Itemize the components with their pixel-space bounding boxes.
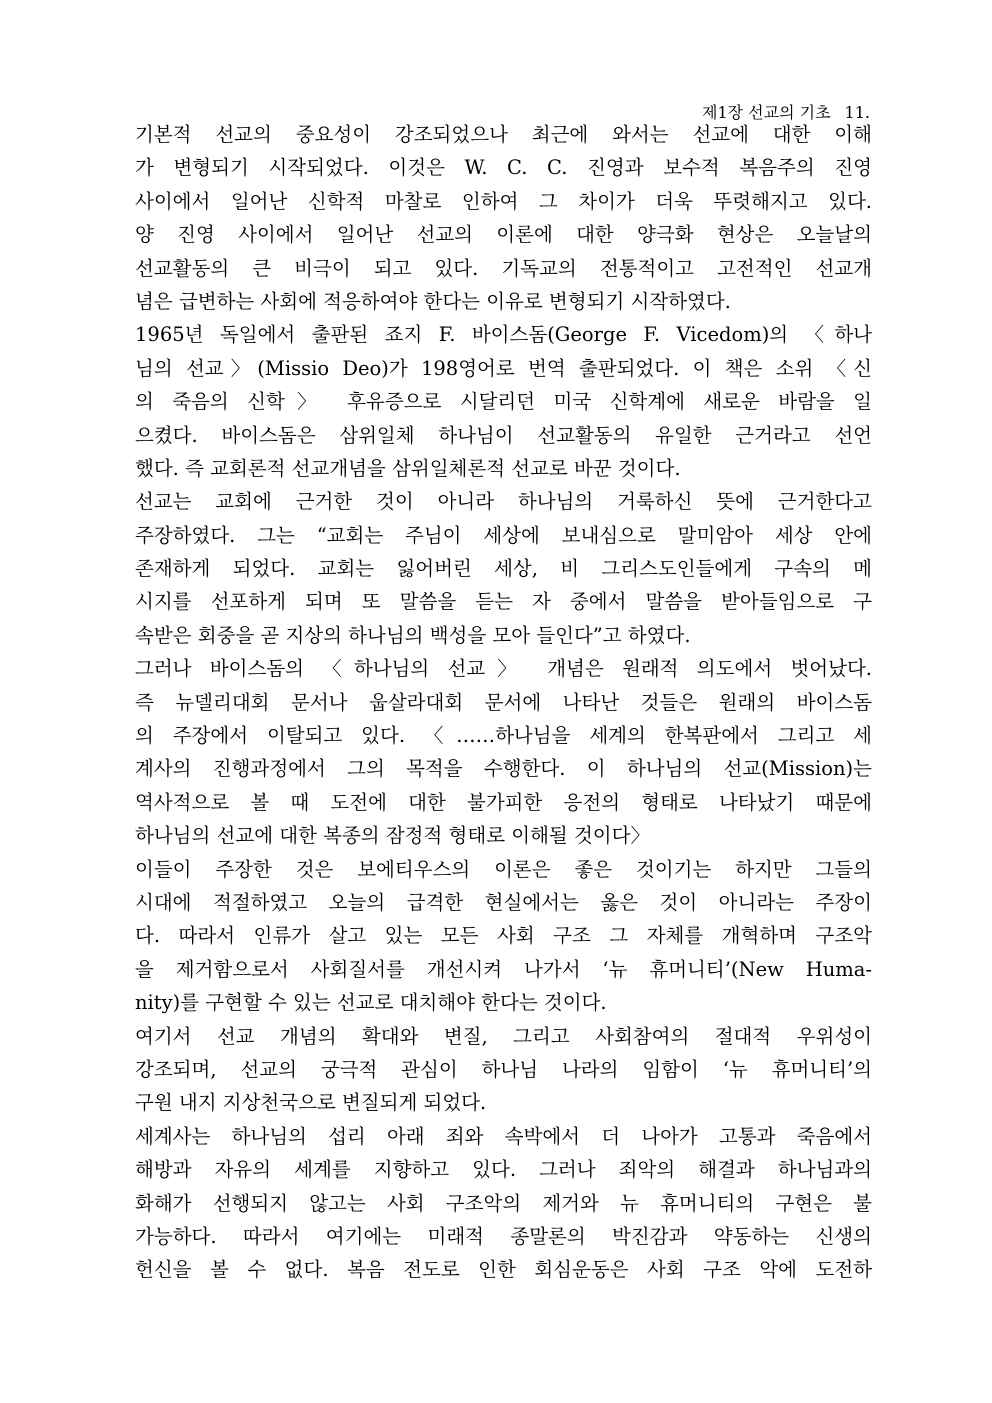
text-line: 시대에 적절하였고 오늘의 급격한 현실에서는 옳은 것이 아니라는 주장이	[135, 890, 872, 914]
text-line: 념은 급변하는 사회에 적응하여야 한다는 이유로 변형되기 시작하였다.	[135, 289, 731, 313]
text-line: 하나님의 선교에 대한 복종의 잠정적 형태로 이해될 것이다〉	[135, 824, 650, 848]
text-line: 가능하다. 따라서 여기에는 미래적 종말론의 박진감과 약동하는 신생의	[135, 1224, 872, 1248]
text-line: nity)를 구현할 수 있는 선교로 대치해야 한다는 것이다.	[135, 991, 607, 1015]
text-line: 존재하게 되었다. 교회는 잃어버린 세상, 비 그리스도인들에게 구속의 메	[135, 557, 872, 581]
text-line: 주장하였다. 그는 “교회는 주님이 세상에 보내심으로 말미암아 세상 안에	[135, 523, 872, 547]
text-line: 계사의 진행과정에서 그의 목적을 수행한다. 이 하나님의 선교(Mission)는	[135, 757, 872, 781]
text-line: 강조되며, 선교의 궁극적 관심이 하나님 나라의 임함이 ‘뉴 휴머니티’의	[135, 1057, 872, 1081]
text-line: 의 죽음의 신학〉 후유증으로 시달리던 미국 신학계에 새로운 바람을 일	[135, 390, 872, 414]
chapter-title: 제1장 선교의 기초	[702, 103, 831, 122]
text-line: 그러나 바이스돔의 〈하나님의 선교〉 개념은 원래적 의도에서 벗어났다.	[135, 657, 872, 681]
text-line: 다. 따라서 인류가 살고 있는 모든 사회 구조 그 자체를 개혁하며 구조악	[135, 924, 872, 948]
text-line: 역사적으로 볼 때 도전에 대한 불가피한 응전의 형태로 나타났기 때문에	[135, 790, 872, 814]
text-line: 의 주장에서 이탈되고 있다. 〈……하나님을 세계의 한복판에서 그리고 세	[135, 724, 872, 748]
text-line: 했다. 즉 교회론적 선교개념을 삼위일체론적 선교로 바꾼 것이다.	[135, 456, 681, 480]
text-line: 을 제거함으로서 사회질서를 개선시켜 나가서 ‘뉴 휴머니티’(New Huma-	[135, 957, 872, 981]
text-line: 기본적 선교의 중요성이 강조되었으나 최근에 와서는 선교에 대한 이해	[135, 123, 872, 146]
text-line: 님의 선교〉(Missio Deo)가 198영어로 번역 출판되었다. 이 책은 소위 〈신	[135, 356, 872, 380]
text-line: 선교는 교회에 근거한 것이 아니라 하나님의 거룩하신 뜻에 근거한다고	[135, 490, 872, 514]
text-line: 이들이 주장한 것은 보에티우스의 이론은 좋은 것이기는 하지만 그들의	[135, 857, 872, 881]
text-line: 가 변형되기 시작되었다. 이것은 W. C. C. 진영과 보수적 복음주의 진영	[135, 156, 872, 180]
text-line: 세계사는 하나님의 섭리 아래 죄와 속박에서 더 나아가 고통과 죽음에서	[135, 1124, 872, 1148]
text-line: 사이에서 일어난 신학적 마찰로 인하여 그 차이가 더욱 뚜렷해지고 있다.	[135, 189, 872, 213]
text-line: 구원 내지 지상천국으로 변질되게 되었다.	[135, 1091, 487, 1115]
text-line: 즉 뉴델리대회 문서나 웁살라대회 문서에 나타난 것들은 원래의 바이스돔	[135, 690, 872, 714]
text-line: 화해가 선행되지 않고는 사회 구조악의 제거와 뉴 휴머니티의 구현은 불	[135, 1191, 872, 1215]
text-line: 헌신을 볼 수 없다. 복음 전도로 인한 회심운동은 사회 구조 악에 도전하	[135, 1258, 872, 1282]
text-line: 양 진영 사이에서 일어난 선교의 이론에 대한 양극화 현상은 오늘날의	[135, 223, 872, 247]
text-line: 선교활동의 큰 비극이 되고 있다. 기독교의 전통적이고 고전적인 선교개	[135, 256, 872, 280]
text-line: 해방과 자유의 세계를 지향하고 있다. 그러나 죄악의 해결과 하나님과의	[135, 1158, 872, 1182]
text-line: 시지를 선포하게 되며 또 말씀을 듣는 자 중에서 말씀을 받아들임으로 구	[135, 590, 872, 614]
text-line: 으켰다. 바이스돔은 삼위일체 하나님이 선교활동의 유일한 근거라고 선언	[135, 423, 872, 447]
text-line: 속받은 회중을 곧 지상의 하나님의 백성을 모아 들인다”고 하였다.	[135, 623, 691, 647]
page-number: 11.	[844, 103, 870, 122]
text-line: 1965년 독일에서 출판된 죠지 F. 바이스돔(George F. Vicedom)의 〈하나	[135, 323, 872, 347]
body-text	[135, 118, 872, 1287]
text-line: 여기서 선교 개념의 확대와 변질, 그리고 사회참여의 절대적 우위성이	[135, 1024, 872, 1048]
